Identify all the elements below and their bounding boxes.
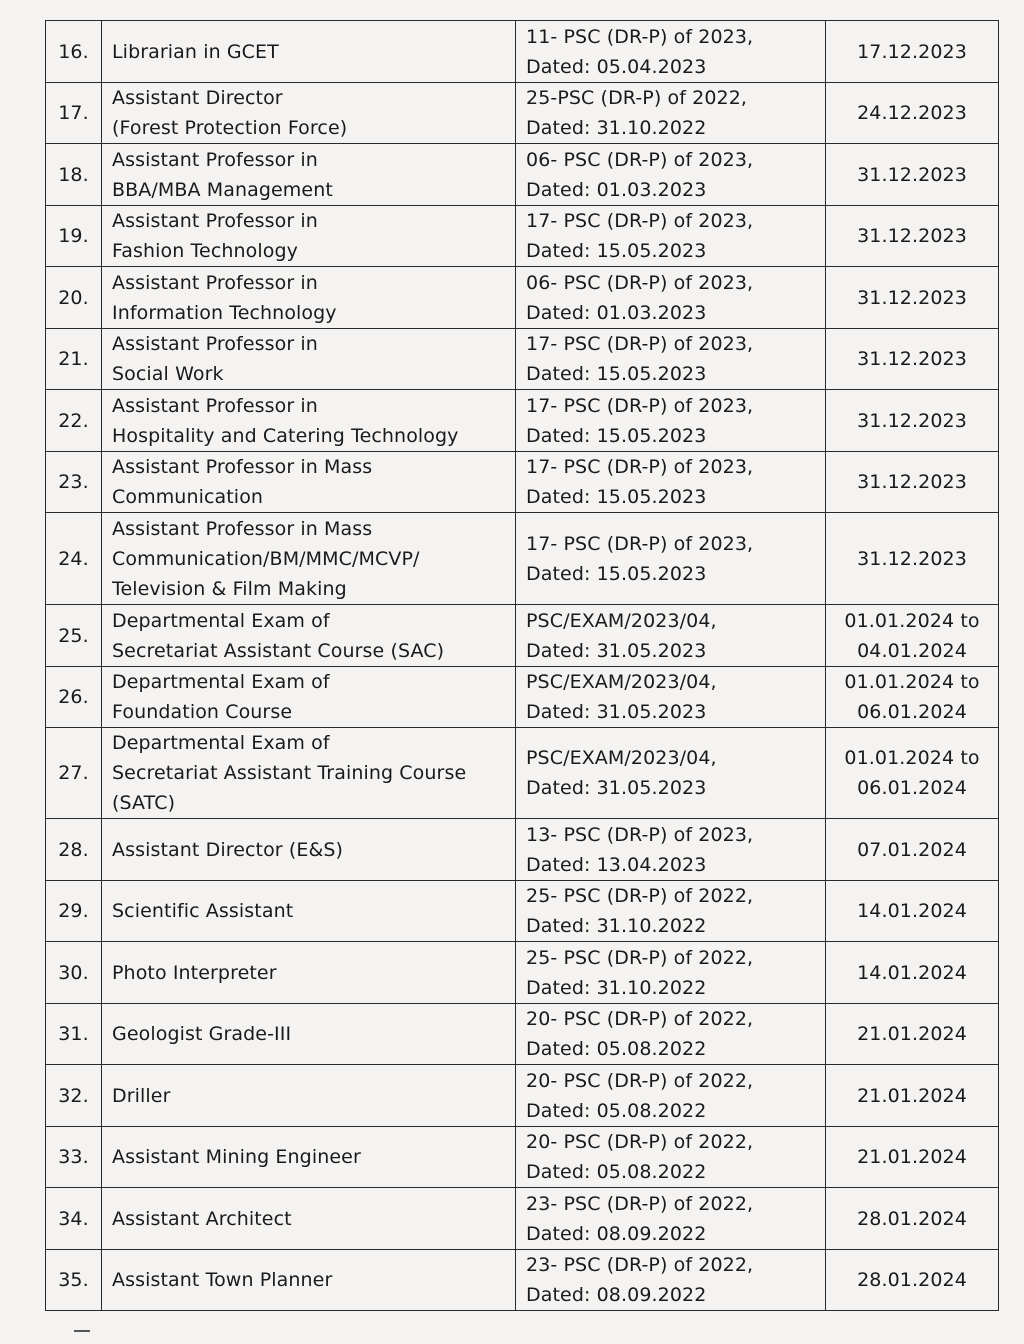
advertisement-cell: PSC/EXAM/2023/04, Dated: 31.05.2023 — [516, 667, 826, 728]
serial-number-cell: 17. — [46, 83, 102, 144]
table-row — [46, 1065, 999, 1127]
exam-date-cell: 31.12.2023 — [826, 513, 999, 605]
table-row — [46, 390, 999, 452]
exam-date-cell: 14.01.2024 — [826, 881, 999, 942]
advertisement-cell: 17- PSC (DR-P) of 2023, Dated: 15.05.2023 — [516, 329, 826, 390]
post-name-cell: Librarian in GCET — [102, 21, 516, 83]
exam-date-cell: 31.12.2023 — [826, 206, 999, 267]
post-name-cell: Assistant Professor in Mass Communication — [102, 452, 516, 513]
advertisement-cell: PSC/EXAM/2023/04, Dated: 31.05.2023 — [516, 728, 826, 819]
serial-number-cell: 21. — [46, 329, 102, 390]
table-row — [46, 881, 999, 942]
table-row — [46, 942, 999, 1004]
post-name-cell: Assistant Town Planner — [102, 1250, 516, 1311]
table-row — [46, 728, 999, 819]
post-name-cell: Assistant Professor in Mass Communication/BM/MMC/MCVP/ Television & Film Making — [102, 513, 516, 605]
exam-date-cell: 24.12.2023 — [826, 83, 999, 144]
advertisement-cell: 20- PSC (DR-P) of 2022, Dated: 05.08.2022 — [516, 1127, 826, 1188]
table-row — [46, 1127, 999, 1188]
advertisement-cell: 17- PSC (DR-P) of 2023, Dated: 15.05.2023 — [516, 206, 826, 267]
post-name-cell: Assistant Professor in BBA/MBA Management — [102, 144, 516, 206]
serial-number-cell: 27. — [46, 728, 102, 819]
table-row — [46, 1188, 999, 1250]
serial-number-cell: 20. — [46, 267, 102, 329]
serial-number-cell: 28. — [46, 819, 102, 881]
exam-date-cell: 21.01.2024 — [826, 1065, 999, 1127]
serial-number-cell: 25. — [46, 605, 102, 667]
advertisement-cell: 17- PSC (DR-P) of 2023, Dated: 15.05.2023 — [516, 390, 826, 452]
exam-date-cell: 01.01.2024 to 06.01.2024 — [826, 667, 999, 728]
exam-date-cell: 31.12.2023 — [826, 329, 999, 390]
serial-number-cell: 35. — [46, 1250, 102, 1311]
table-row — [46, 605, 999, 667]
serial-number-cell: 16. — [46, 21, 102, 83]
post-name-cell: Departmental Exam of Secretariat Assistant Course (SAC) — [102, 605, 516, 667]
table-row — [46, 206, 999, 267]
table-row — [46, 667, 999, 728]
advertisement-cell: 06- PSC (DR-P) of 2023, Dated: 01.03.2023 — [516, 267, 826, 329]
post-name-cell: Departmental Exam of Secretariat Assistant Training Course (SATC) — [102, 728, 516, 819]
table-body — [46, 21, 999, 1311]
advertisement-cell: 23- PSC (DR-P) of 2022, Dated: 08.09.2022 — [516, 1188, 826, 1250]
advertisement-cell: 20- PSC (DR-P) of 2022, Dated: 05.08.2022 — [516, 1004, 826, 1065]
serial-number-cell: 34. — [46, 1188, 102, 1250]
advertisement-cell: 25-PSC (DR-P) of 2022, Dated: 31.10.2022 — [516, 83, 826, 144]
advertisement-cell: 13- PSC (DR-P) of 2023, Dated: 13.04.2023 — [516, 819, 826, 881]
exam-schedule-table — [45, 20, 999, 1311]
serial-number-cell: 33. — [46, 1127, 102, 1188]
exam-date-cell: 31.12.2023 — [826, 452, 999, 513]
serial-number-cell: 24. — [46, 513, 102, 605]
serial-number-cell: 30. — [46, 942, 102, 1004]
advertisement-cell: 06- PSC (DR-P) of 2023, Dated: 01.03.2023 — [516, 144, 826, 206]
page-footer-mark — [74, 1330, 90, 1338]
exam-date-cell: 01.01.2024 to 04.01.2024 — [826, 605, 999, 667]
exam-schedule-sheet — [45, 20, 998, 1311]
exam-date-cell: 17.12.2023 — [826, 21, 999, 83]
post-name-cell: Assistant Director (E&S) — [102, 819, 516, 881]
advertisement-cell: 17- PSC (DR-P) of 2023, Dated: 15.05.2023 — [516, 452, 826, 513]
post-name-cell: Assistant Professor in Information Technology — [102, 267, 516, 329]
serial-number-cell: 22. — [46, 390, 102, 452]
advertisement-cell: 25- PSC (DR-P) of 2022, Dated: 31.10.2022 — [516, 881, 826, 942]
exam-date-cell: 01.01.2024 to 06.01.2024 — [826, 728, 999, 819]
exam-date-cell: 31.12.2023 — [826, 390, 999, 452]
serial-number-cell: 19. — [46, 206, 102, 267]
post-name-cell: Scientific Assistant — [102, 881, 516, 942]
post-name-cell: Assistant Professor in Social Work — [102, 329, 516, 390]
exam-date-cell: 28.01.2024 — [826, 1250, 999, 1311]
table-row — [46, 21, 999, 83]
table-row — [46, 452, 999, 513]
post-name-cell: Departmental Exam of Foundation Course — [102, 667, 516, 728]
advertisement-cell: 25- PSC (DR-P) of 2022, Dated: 31.10.2022 — [516, 942, 826, 1004]
post-name-cell: Assistant Architect — [102, 1188, 516, 1250]
exam-date-cell: 31.12.2023 — [826, 144, 999, 206]
exam-date-cell: 07.01.2024 — [826, 819, 999, 881]
post-name-cell: Assistant Director (Forest Protection Force) — [102, 83, 516, 144]
serial-number-cell: 31. — [46, 1004, 102, 1065]
post-name-cell: Assistant Professor in Fashion Technology — [102, 206, 516, 267]
post-name-cell: Driller — [102, 1065, 516, 1127]
table-row — [46, 267, 999, 329]
post-name-cell: Assistant Professor in Hospitality and Catering Technology — [102, 390, 516, 452]
table-row — [46, 1250, 999, 1311]
serial-number-cell: 29. — [46, 881, 102, 942]
serial-number-cell: 26. — [46, 667, 102, 728]
advertisement-cell: 23- PSC (DR-P) of 2022, Dated: 08.09.2022 — [516, 1250, 826, 1311]
post-name-cell: Geologist Grade-III — [102, 1004, 516, 1065]
exam-date-cell: 28.01.2024 — [826, 1188, 999, 1250]
post-name-cell: Assistant Mining Engineer — [102, 1127, 516, 1188]
advertisement-cell: 20- PSC (DR-P) of 2022, Dated: 05.08.2022 — [516, 1065, 826, 1127]
table-row — [46, 329, 999, 390]
table-row — [46, 513, 999, 605]
post-name-cell: Photo Interpreter — [102, 942, 516, 1004]
table-row — [46, 144, 999, 206]
serial-number-cell: 23. — [46, 452, 102, 513]
table-row — [46, 1004, 999, 1065]
serial-number-cell: 18. — [46, 144, 102, 206]
advertisement-cell: 17- PSC (DR-P) of 2023, Dated: 15.05.2023 — [516, 513, 826, 605]
exam-date-cell: 21.01.2024 — [826, 1004, 999, 1065]
serial-number-cell: 32. — [46, 1065, 102, 1127]
advertisement-cell: PSC/EXAM/2023/04, Dated: 31.05.2023 — [516, 605, 826, 667]
table-row — [46, 819, 999, 881]
exam-date-cell: 14.01.2024 — [826, 942, 999, 1004]
exam-date-cell: 31.12.2023 — [826, 267, 999, 329]
exam-date-cell: 21.01.2024 — [826, 1127, 999, 1188]
table-row — [46, 83, 999, 144]
advertisement-cell: 11- PSC (DR-P) of 2023, Dated: 05.04.2023 — [516, 21, 826, 83]
